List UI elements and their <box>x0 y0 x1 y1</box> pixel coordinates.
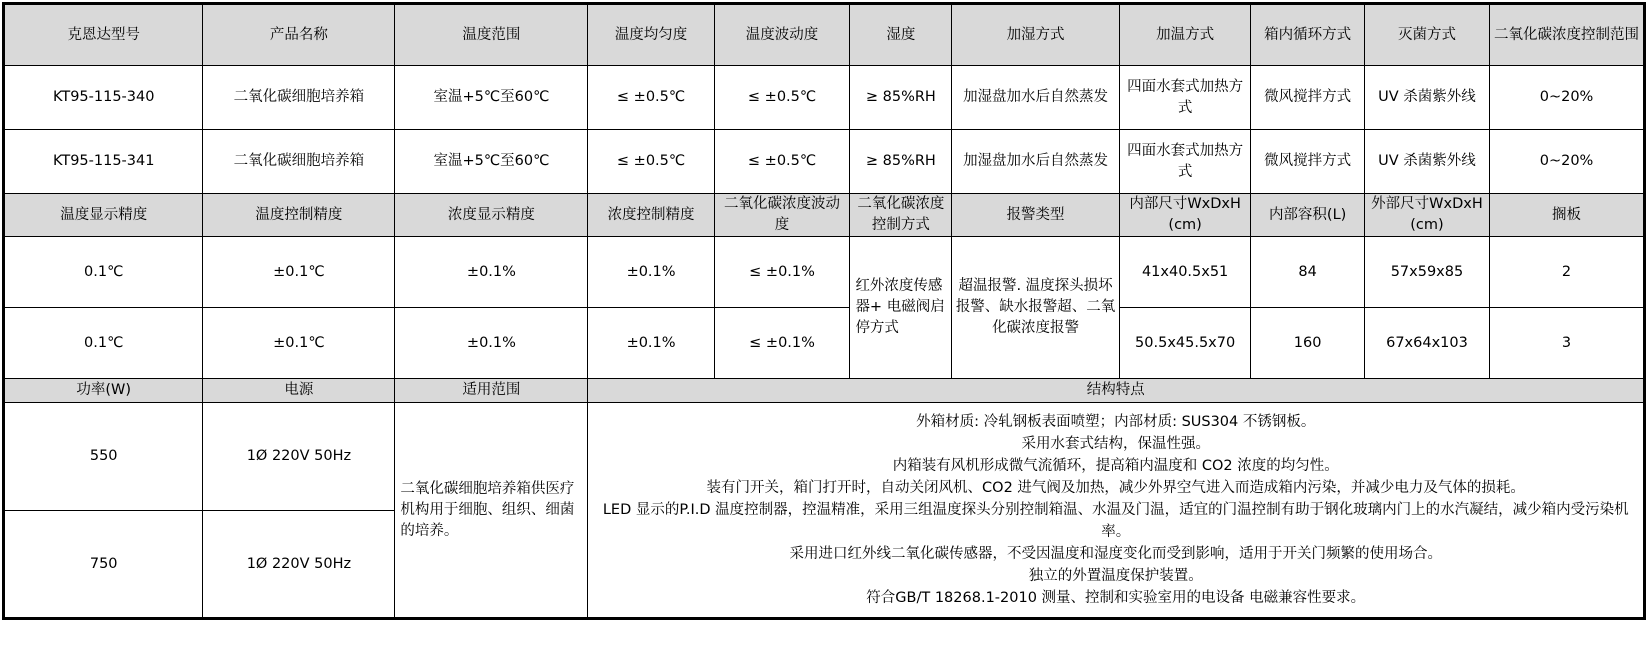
header-cell: 二氧化碳浓度控制范围 <box>1490 4 1645 66</box>
features-cell <box>588 403 1645 619</box>
application-cell: 二氧化碳细胞培养箱供医疗机构用于细胞、组织、细菌的培养。 <box>395 403 588 619</box>
sterilize-cell: UV 杀菌紫外线 <box>1364 66 1489 130</box>
header-cell: 浓度显示精度 <box>395 194 588 237</box>
header-row-1 <box>4 4 1645 66</box>
model-cell: KT95-115-340 <box>4 66 203 130</box>
circulation-cell: 微风搅拌方式 <box>1251 66 1365 130</box>
temp-range-cell: 室温+5℃至60℃ <box>395 66 588 130</box>
table-row <box>4 308 1645 379</box>
header-cell: 产品名称 <box>203 4 395 66</box>
conc-control-cell: ±0.1% <box>588 237 714 308</box>
header-cell: 内部尺寸WxDxH(cm) <box>1119 194 1251 237</box>
conc-control-cell: ±0.1% <box>588 308 714 379</box>
header-cell: 报警类型 <box>952 194 1120 237</box>
product-name-cell: 二氧化碳细胞培养箱 <box>203 130 395 194</box>
feature-line: 独立的外置温度保护装置。 <box>1028 568 1203 584</box>
fluctuation-cell: ≤ ±0.5℃ <box>714 130 850 194</box>
co2-range-cell: 0~20% <box>1490 130 1645 194</box>
humidify-cell: 加湿盘加水后自然蒸发 <box>952 66 1120 130</box>
feature-line: 采用水套式结构，保温性强。 <box>1021 436 1210 452</box>
header-cell: 搁板 <box>1490 194 1645 237</box>
header-cell: 内部容积(L) <box>1251 194 1365 237</box>
inner-size-cell: 50.5x45.5x70 <box>1119 308 1251 379</box>
product-name-cell: 二氧化碳细胞培养箱 <box>203 66 395 130</box>
fluctuation-cell: ≤ ±0.5℃ <box>714 66 850 130</box>
volume-cell: 160 <box>1251 308 1365 379</box>
temp-control-cell: ±0.1℃ <box>203 237 395 308</box>
header-cell: 温度波动度 <box>714 4 850 66</box>
temp-display-cell: 0.1℃ <box>4 237 203 308</box>
co2-range-cell: 0~20% <box>1490 66 1645 130</box>
co2-fluct-cell: ≤ ±0.1% <box>714 237 850 308</box>
header-cell: 灭菌方式 <box>1364 4 1489 66</box>
sterilize-cell: UV 杀菌紫外线 <box>1364 130 1489 194</box>
header-row-2 <box>4 194 1645 237</box>
header-cell: 加温方式 <box>1119 4 1251 66</box>
supply-cell: 1Ø 220V 50Hz <box>203 403 395 511</box>
table-row <box>4 130 1645 194</box>
uniformity-cell: ≤ ±0.5℃ <box>588 66 714 130</box>
header-cell: 适用范围 <box>395 379 588 403</box>
conc-display-cell: ±0.1% <box>395 308 588 379</box>
feature-line: 外箱材质: 冷轧钢板表面喷塑；内部材质: SUS304 不锈钢板。 <box>916 414 1316 430</box>
humidity-cell: ≥ 85%RH <box>850 66 952 130</box>
header-cell: 电源 <box>203 379 395 403</box>
header-cell: 温度范围 <box>395 4 588 66</box>
header-cell: 温度显示精度 <box>4 194 203 237</box>
spec-table <box>2 2 1646 620</box>
header-cell: 功率(W) <box>4 379 203 403</box>
shelves-cell: 3 <box>1490 308 1645 379</box>
conc-display-cell: ±0.1% <box>395 237 588 308</box>
heating-cell: 四面水套式加热方式 <box>1119 66 1251 130</box>
header-cell: 二氧化碳浓度波动度 <box>714 194 850 237</box>
header-cell: 二氧化碳浓度控制方式 <box>850 194 952 237</box>
supply-cell: 1Ø 220V 50Hz <box>203 511 395 619</box>
header-cell: 箱内循环方式 <box>1251 4 1365 66</box>
model-cell: KT95-115-341 <box>4 130 203 194</box>
feature-line: 内箱装有风机形成微气流循环，提高箱内温度和 CO2 浓度的均匀性。 <box>892 458 1339 474</box>
feature-line: 符合GB/T 18268.1-2010 测量、控制和实验室用的电设备 电磁兼容性要求。 <box>866 590 1366 606</box>
alarm-type-cell: 超温报警. 温度探头损坏报警、缺水报警超、二氧化碳浓度报警 <box>952 237 1120 379</box>
co2-method-cell: 红外浓度传感器+ 电磁阀启停方式 <box>850 237 952 379</box>
header-cell: 浓度控制精度 <box>588 194 714 237</box>
humidify-cell: 加湿盘加水后自然蒸发 <box>952 130 1120 194</box>
feature-line: 采用进口红外线二氧化碳传感器，不受因温度和湿度变化而受到影响，适用于开关门频繁的使用场合。 <box>789 546 1442 562</box>
volume-cell: 84 <box>1251 237 1365 308</box>
temp-display-cell: 0.1℃ <box>4 308 203 379</box>
header-cell: 加湿方式 <box>952 4 1120 66</box>
inner-size-cell: 41x40.5x51 <box>1119 237 1251 308</box>
header-row-3 <box>4 379 1645 403</box>
outer-size-cell: 67x64x103 <box>1364 308 1489 379</box>
power-cell: 550 <box>4 403 203 511</box>
header-cell: 克恩达型号 <box>4 4 203 66</box>
feature-line: LED 显示的P.I.D 温度控制器，控温精准，采用三组温度探头分别控制箱温、水温及门温，适宜的门温控制有助于钢化玻璃内门上的水汽凝结，减少箱内受污染机率。 <box>602 502 1629 540</box>
feature-line: 装有门开关，箱门打开时，自动关闭风机、CO2 进气阀及加热，减少外界空气进入而造成箱内污染，并减少电力及气体的损耗。 <box>706 480 1525 496</box>
heating-cell: 四面水套式加热方式 <box>1119 130 1251 194</box>
shelves-cell: 2 <box>1490 237 1645 308</box>
table-row <box>4 237 1645 308</box>
table-row <box>4 403 1645 511</box>
header-cell: 结构特点 <box>588 379 1645 403</box>
header-cell: 外部尺寸WxDxH(cm) <box>1364 194 1489 237</box>
co2-fluct-cell: ≤ ±0.1% <box>714 308 850 379</box>
header-cell: 温度控制精度 <box>203 194 395 237</box>
header-cell: 湿度 <box>850 4 952 66</box>
circulation-cell: 微风搅拌方式 <box>1251 130 1365 194</box>
uniformity-cell: ≤ ±0.5℃ <box>588 130 714 194</box>
temp-control-cell: ±0.1℃ <box>203 308 395 379</box>
humidity-cell: ≥ 85%RH <box>850 130 952 194</box>
outer-size-cell: 57x59x85 <box>1364 237 1489 308</box>
temp-range-cell: 室温+5℃至60℃ <box>395 130 588 194</box>
power-cell: 750 <box>4 511 203 619</box>
table-row <box>4 66 1645 130</box>
header-cell: 温度均匀度 <box>588 4 714 66</box>
